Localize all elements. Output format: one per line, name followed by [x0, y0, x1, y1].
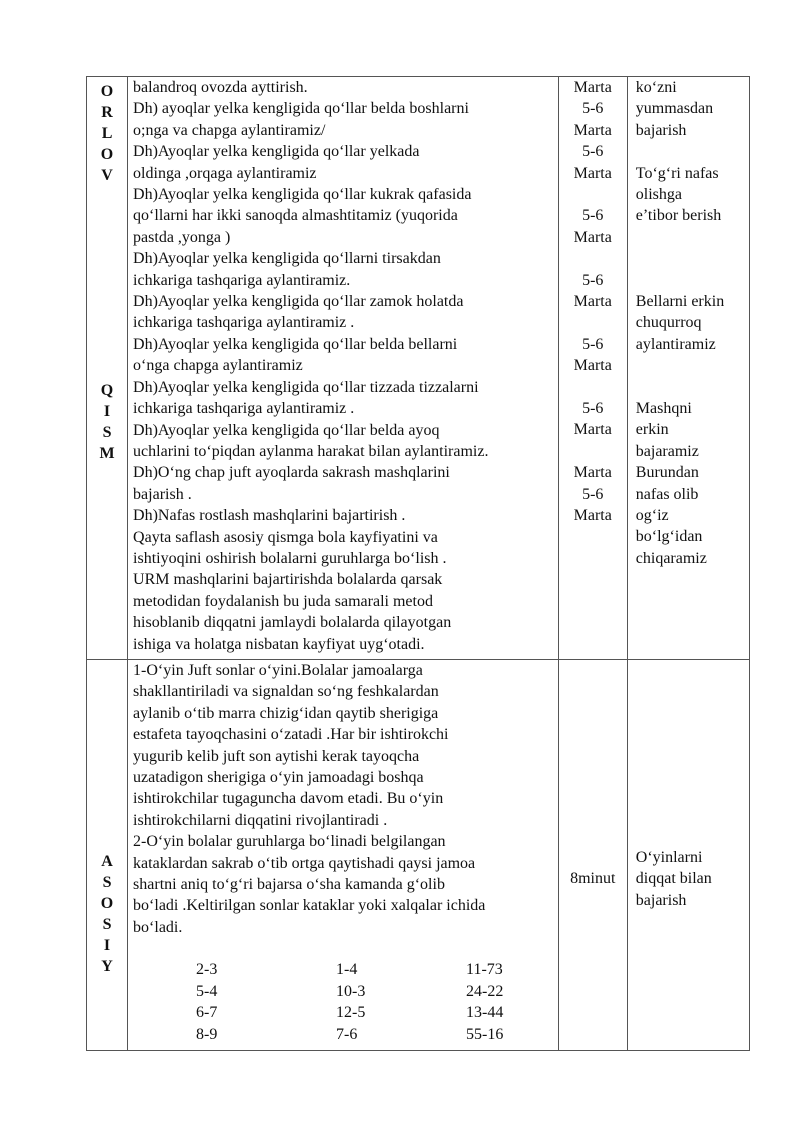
section-letter: V	[101, 167, 113, 184]
number-pair: 11-73	[466, 961, 503, 979]
number-pair: 6-7	[196, 1004, 218, 1022]
section-letter: A	[101, 853, 113, 870]
dosage-line: 5-6	[582, 207, 604, 225]
exercise-description-cell	[128, 77, 559, 660]
section-letter: O	[100, 895, 114, 912]
table-row-asosiy	[87, 660, 750, 1051]
number-pair: 2-3	[196, 961, 218, 979]
number-pair: 7-6	[336, 1025, 358, 1043]
text-line: oldinga ,orqaga aylantiramiz	[133, 164, 317, 182]
note-line	[636, 227, 749, 248]
text-line: Dh)Nafas rostlash mashqlarini bajartirish .	[133, 507, 406, 525]
number-pairs-grid	[128, 959, 558, 1045]
notes-cell	[627, 77, 749, 660]
dosage-line: Marta	[573, 507, 612, 525]
text-line: bo‘ladi .Keltirilgan sonlar kataklar yoki xalqalar ichida	[133, 897, 486, 915]
text-line: ichkariga tashqariga aylantiramiz .	[133, 314, 355, 332]
note-line: chiqaramiz	[635, 549, 707, 567]
section-letter: O	[100, 146, 114, 163]
text-line: estafeta tayoqchasini o‘zatadi .Har bir ishtirokchi	[133, 726, 449, 744]
dosage-line: Marta	[573, 228, 612, 246]
text-line: Dh)Ayoqlar yelka kengligida qo‘llar kukrak qafasida	[133, 186, 472, 204]
dosage-line: Marta	[573, 464, 612, 482]
note-line: bajaramiz	[635, 442, 699, 460]
text-line: shakllantiriladi va signaldan so‘ng feshkalardan	[133, 683, 439, 701]
note-line: ko‘zni	[635, 79, 677, 96]
text-line: yugurib kelib juft son aytishi kerak tayoqcha	[133, 747, 420, 765]
number-pair: 12-5	[336, 1004, 366, 1022]
dosage-line: Marta	[573, 164, 612, 182]
note-line: chuqurroq	[635, 314, 702, 332]
note-line: To‘g‘ri nafas	[635, 164, 719, 182]
text-line: pastda ,yonga )	[133, 228, 231, 246]
note-line: yummasdan	[635, 100, 714, 118]
note-line	[636, 355, 749, 376]
section-letter: M	[99, 445, 115, 462]
text-line: balandroq ovozda ayttirish.	[133, 79, 308, 96]
dosage-line	[559, 441, 627, 462]
dosage-line	[559, 248, 627, 269]
text-line: ishiga va holatga nisbatan kayfiyat uyg‘otadi.	[133, 635, 425, 653]
note-line: olishga	[635, 186, 682, 204]
table-row-orlov-qism	[87, 77, 750, 660]
dosage-line: 5-6	[582, 400, 604, 418]
note-line: O‘yinlarni	[635, 849, 703, 866]
number-pair: 24-22	[466, 982, 504, 1000]
game-description-lines	[128, 660, 558, 938]
number-pair: 13-44	[466, 1004, 504, 1022]
game-notes-lines	[628, 660, 749, 911]
exercise-description-lines	[128, 77, 558, 655]
section-label-bottom	[87, 380, 127, 464]
text-line: o‘nga chapga aylantiramiz	[133, 357, 303, 375]
note-line: diqqat bilan	[635, 870, 712, 888]
note-line: bajarish	[635, 121, 687, 139]
note-line: bo‘lg‘idan	[635, 528, 703, 546]
dosage-line: 5-6	[582, 485, 604, 503]
text-line: Dh)Ayoqlar yelka kengligida qo‘llar belda ayoq	[133, 421, 440, 439]
text-line: Dh)O‘ng chap juft ayoqlarda sakrash mashqlarini	[133, 464, 450, 482]
dosage-line	[559, 377, 627, 398]
text-line: ishtirokchilar tugaguncha davom etadi. Bu o‘yin	[133, 790, 444, 808]
text-line: ishtirokchilarni diqqatini rivojlantiradi .	[133, 811, 388, 829]
text-line: Dh)Ayoqlar yelka kengligida qo‘llar zamok holatda	[133, 293, 464, 311]
note-line: bajarish	[635, 891, 687, 909]
text-line: Dh)Ayoqlar yelka kengligida qo‘llar tizzada tizzalarni	[133, 378, 479, 396]
section-label-top	[87, 77, 127, 186]
dosage-lines	[559, 77, 627, 526]
number-pair: 1-4	[336, 961, 358, 979]
text-line: bajarish .	[133, 485, 192, 503]
text-line: Dh)Ayoqlar yelka kengligida qo‘llar yelkada	[133, 143, 420, 161]
dosage-line: 5-6	[582, 335, 604, 353]
dosage-cell	[558, 77, 627, 660]
section-letter: I	[103, 937, 111, 954]
note-line	[636, 377, 749, 398]
dosage-line: 5-6	[582, 100, 604, 118]
number-pair: 8-9	[196, 1025, 218, 1043]
note-line: Mashqni	[635, 400, 692, 417]
text-line: uchlarini to‘piqdan aylanma harakat bilan aylantiramiz.	[133, 442, 489, 460]
game-duration: 8minut	[570, 870, 616, 887]
dosage-line: 5-6	[582, 143, 604, 161]
dosage-line	[559, 184, 627, 205]
dosage-line: Marta	[573, 293, 612, 311]
number-pair: 5-4	[196, 982, 218, 1000]
text-line: shartni aniq to‘g‘ri bajarsa o‘sha kamanda g‘olib	[133, 876, 445, 894]
text-line: 1-O‘yin Juft sonlar o‘yini.Bolalar jamoalarga	[133, 662, 423, 679]
section-letter: Y	[101, 958, 113, 975]
note-line: Burundan	[635, 464, 699, 482]
number-pair: 10-3	[336, 982, 366, 1000]
text-line: aylanib o‘tib marra chizig‘idan qaytib sherigiga	[133, 704, 439, 722]
section-letter: S	[102, 424, 112, 441]
text-line: qo‘llarni har ikki sanoqda almashtitamiz (yuqorida	[133, 207, 458, 225]
number-pair: 55-16	[466, 1025, 504, 1043]
game-notes-cell	[627, 660, 749, 1051]
text-line: Dh)Ayoqlar yelka kengligida qo‘llarni tirsakdan	[133, 250, 441, 268]
text-line: metodidan foydalanish bu juda samarali metod	[133, 592, 433, 610]
section-label-asosiy-letters	[87, 851, 127, 977]
dosage-line: Marta	[573, 121, 612, 139]
text-line: Dh) ayoqlar yelka kengligida qo‘llar belda boshlarni	[133, 100, 469, 118]
note-line: nafas olib	[635, 485, 699, 503]
text-line: Qayta saflash asosiy qismga bola kayfiyatini va	[133, 528, 438, 546]
note-line: aylantiramiz	[635, 335, 716, 353]
text-line: kataklardan sakrab o‘tib ortga qaytishadi qaysi jamoa	[133, 854, 476, 872]
dosage-line: 5-6	[582, 271, 604, 289]
section-letter: I	[103, 403, 111, 420]
section-letter: O	[100, 83, 114, 100]
text-line: URM mashqlarini bajartirishda bolalarda qarsak	[133, 571, 443, 589]
text-line: ichkariga tashqariga aylantiramiz .	[133, 400, 355, 418]
dosage-line	[559, 312, 627, 333]
lesson-plan-table	[86, 76, 750, 1051]
dosage-line: Marta	[573, 79, 612, 96]
text-line: bo‘ladi.	[133, 918, 183, 936]
text-line: hisoblanib diqqatni jamlaydi bolalarda qilayotgan	[133, 614, 452, 632]
text-line: uzatadigon sherigiga o‘yin jamoadagi boshqa	[133, 769, 424, 787]
text-line: o;nga va chapga aylantiramiz/	[133, 121, 326, 139]
text-line: 2-O‘yin bolalar guruhlarga bo‘linadi belgilangan	[133, 833, 446, 851]
note-line	[636, 248, 749, 269]
note-line	[636, 270, 749, 291]
section-letter: Q	[100, 382, 114, 399]
note-line: og‘iz	[635, 507, 669, 525]
section-label-asosiy	[87, 660, 128, 1051]
text-line: ishtiyoqini oshirish bolalarni guruhlarga bo‘lish .	[133, 549, 447, 567]
notes-lines	[628, 77, 749, 569]
note-line: e’tibor berish	[635, 207, 722, 225]
section-letter: S	[102, 874, 112, 891]
game-description-cell	[128, 660, 559, 1051]
note-line: erkin	[635, 421, 669, 439]
note-line	[636, 141, 749, 162]
section-label-orlov-qism	[87, 77, 128, 660]
text-line: ichkariga tashqariga aylantiramiz.	[133, 271, 351, 289]
dosage-line: Marta	[573, 421, 612, 439]
section-letter: S	[102, 916, 112, 933]
text-line: Dh)Ayoqlar yelka kengligida qo‘llar belda bellarni	[133, 335, 458, 353]
section-letter: L	[101, 125, 113, 142]
section-letter: R	[101, 104, 113, 121]
dosage-line: Marta	[573, 357, 612, 375]
note-line: Bellarni erkin	[635, 293, 725, 310]
